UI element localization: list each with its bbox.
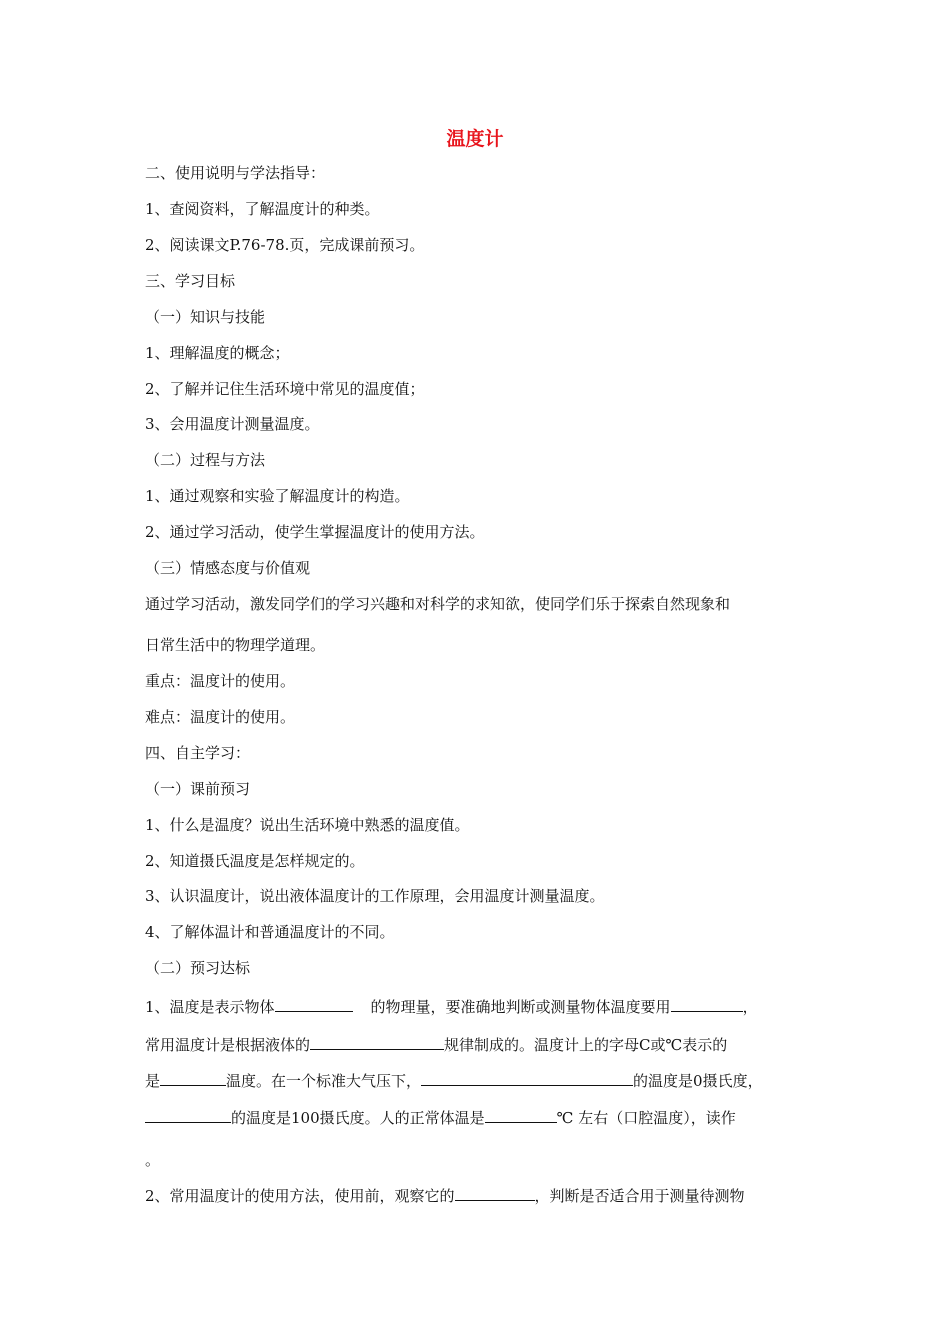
answer-blank[interactable] xyxy=(455,1185,535,1201)
goals-subheading-knowledge: （一）知识与技能 xyxy=(145,308,266,326)
question-1-line-4: 的温度是100摄氏度。人的正常体温是 ℃ 左右（口腔温度），读作 xyxy=(145,1107,736,1128)
preview-item: 3、认识温度计，说出液体温度计的工作原理，会用温度计测量温度。 xyxy=(145,887,605,905)
usage-item-1: 1、查阅资料，了解温度计的种类。 xyxy=(145,200,380,218)
section-usage-heading: 二、使用说明与学法指导： xyxy=(145,164,326,182)
preview-item: 1、什么是温度？说出生活环境中熟悉的温度值。 xyxy=(145,816,470,834)
answer-blank[interactable] xyxy=(275,996,353,1012)
section-selfstudy-heading: 四、自主学习： xyxy=(145,744,251,762)
answer-blank[interactable] xyxy=(485,1107,557,1123)
usage-item-2: 2、阅读课文P.76-78.页，完成课前预习。 xyxy=(145,236,425,254)
question-1-line-5: 。 xyxy=(145,1151,161,1169)
preview-item: 2、知道摄氏温度是怎样规定的。 xyxy=(145,852,365,870)
question-1-line-2: 常用温度计是根据液体的 规律制成的。温度计上的字母C或℃表示的 xyxy=(145,1036,728,1054)
document-title: 温度计 xyxy=(446,128,504,150)
answer-blank[interactable] xyxy=(671,996,743,1012)
section-goals-heading: 三、学习目标 xyxy=(145,272,236,290)
selfstudy-subheading-target: （二）预习达标 xyxy=(145,959,251,977)
answer-blank[interactable] xyxy=(145,1107,231,1123)
goal-item: 1、通过观察和实验了解温度计的构造。 xyxy=(145,487,410,505)
goal-item: 2、通过学习活动，使学生掌握温度计的使用方法。 xyxy=(145,523,485,541)
goal-item: 1、理解温度的概念； xyxy=(145,344,290,362)
goals-subheading-process: （二）过程与方法 xyxy=(145,451,266,469)
answer-blank[interactable] xyxy=(160,1070,226,1086)
preview-item: 4、了解体温计和普通温度计的不同。 xyxy=(145,923,395,941)
selfstudy-subheading-preview: （一）课前预习 xyxy=(145,780,251,798)
attitude-text-line-1: 通过学习活动，激发同学们的学习兴趣和对科学的求知欲，使同学们乐于探索自然现象和 xyxy=(145,595,731,613)
question-1-line-3: 是 温度。在一个标准大气压下， 的温度是0摄氏度， xyxy=(145,1072,763,1090)
key-point: 重点：温度计的使用。 xyxy=(145,672,296,690)
question-1-line-1: 1、温度是表示物体 的物理量，要准确地判断或测量物体温度要用 ， xyxy=(145,998,758,1016)
difficult-point: 难点：温度计的使用。 xyxy=(145,708,296,726)
goals-subheading-attitude: （三）情感态度与价值观 xyxy=(145,559,311,577)
goal-item: 2、了解并记住生活环境中常见的温度值； xyxy=(145,380,425,398)
answer-blank[interactable] xyxy=(310,1034,444,1050)
attitude-text-line-2: 日常生活中的物理学道理。 xyxy=(145,636,326,654)
answer-blank[interactable] xyxy=(421,1070,633,1086)
goal-item: 3、会用温度计测量温度。 xyxy=(145,415,320,433)
question-2-line-1: 2、常用温度计的使用方法，使用前，观察它的 ，判断是否适合用于测量待测物 xyxy=(145,1187,745,1205)
